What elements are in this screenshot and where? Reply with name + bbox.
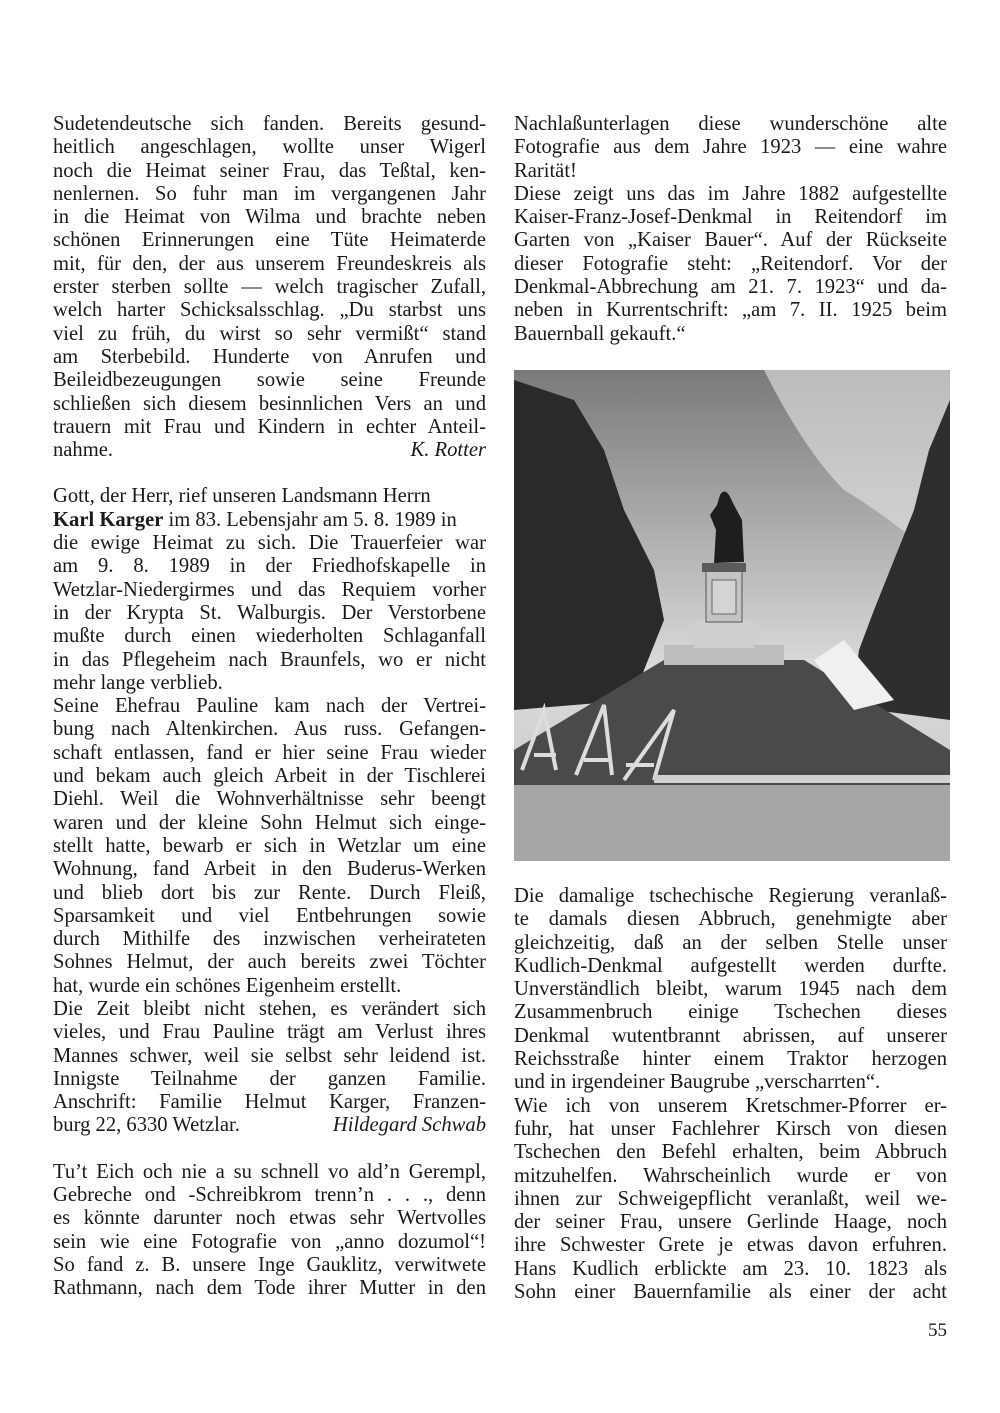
text-line: Hans Kudlich erblickte am 23. 10. 1823 als <box>514 1257 947 1280</box>
text-line: Seine Ehefrau Pauline kam nach der Vertrei- <box>53 695 486 718</box>
text-line: noch die Heimat seiner Frau, das Teßtal, ken- <box>53 159 486 182</box>
schwab-signature-line <box>53 1114 486 1137</box>
text-line: waren und der kleine Sohn Helmut sich einge- <box>53 811 486 834</box>
text-line: neben in Kurrentschrift: „am 7. II. 1925 beim <box>514 299 947 322</box>
text-line: welch harter Schicksalsschlag. „Du starbst uns <box>53 299 486 322</box>
text-line: es könnte darunter noch etwas sehr Wertvolles <box>53 1207 486 1230</box>
text-line: Mannes schwer, weil sie selbst sehr leidend ist. <box>53 1044 486 1067</box>
text-line: Gebreche ond -Schreibkrom trenn’n . . ., denn <box>53 1184 486 1207</box>
text-line: nenlernen. So fuhr man im vergangenen Jahr <box>53 182 486 205</box>
text-line: mehr lange verblieb. <box>53 671 223 694</box>
text-line: Fotografie aus dem Jahre 1923 — eine wahre <box>514 136 947 159</box>
foreground-ground <box>514 785 950 861</box>
text-line: ihre Schwester Grete je etwas davon erfuhren. <box>514 1234 947 1257</box>
text-line: sein wie eine Fotografie von „anno dozumol“! <box>53 1230 486 1253</box>
rotter-signature-line <box>53 439 486 462</box>
text-line: Diehl. Weil die Wohnverhältnisse sehr beengt <box>53 788 486 811</box>
text-line: und in irgendeiner Baugrube „verscharrten“. <box>514 1071 881 1094</box>
text-line: trauern mit Frau und Kindern in echter Anteil- <box>53 415 486 438</box>
text-line: So fand z. B. unsere Inge Gauklitz, verwitwete <box>53 1253 486 1276</box>
text-line: hat, wurde ein schönes Eigenheim erstellt. <box>53 974 402 997</box>
text-line: Innigste Teilnahme der ganzen Familie. <box>53 1067 486 1090</box>
text-line: Tschechen den Befehl erhalten, beim Abbruch <box>514 1141 947 1164</box>
text-line: mußte durch einen wiederholten Schlaganfall <box>53 625 486 648</box>
text-line: stellt hatte, bewarb er sich in Wetzlar um eine <box>53 834 486 857</box>
text-line: Reichsstraße hinter einem Traktor herzogen <box>514 1048 947 1071</box>
karger-obituary-text <box>53 532 486 695</box>
pedestal-plaque <box>712 580 736 614</box>
page-number: 55 <box>928 1320 947 1341</box>
left-column <box>53 113 486 1301</box>
text-line: gleichzeitig, daß an der selben Stelle unser <box>514 931 947 954</box>
karger-obituary-intro <box>53 485 486 532</box>
text-line: erster sterben sollte — welch tragischer Zufall, <box>53 276 486 299</box>
last-line: nahme. <box>53 439 114 462</box>
text-line: der seiner Frau, unsere Gerlinde Haage, noch <box>514 1211 947 1234</box>
text-line: Bauernball gekauft.“ <box>514 322 686 345</box>
text-line: vieles, und Frau Pauline trägt am Verlust ihres <box>53 1021 486 1044</box>
text-line: mitzuhelfen. Wahrscheinlich wurde er von <box>514 1164 947 1187</box>
lumber-planks <box>654 775 950 783</box>
text-line: schließen sich diesem besinnlichen Vers an und <box>53 392 486 415</box>
deceased-name: Karl Karger <box>53 508 164 531</box>
text-line: Kudlich-Denkmal aufgestellt werden durfte. <box>514 954 947 977</box>
pedestal-cornice <box>702 563 746 572</box>
text-line: viel zu früh, du wirst so sehr vermißt“ stand <box>53 322 486 345</box>
text-line: Wie ich von unserem Kretschmer-Pforrer er- <box>514 1094 947 1117</box>
text-line: in das Pflegeheim nach Braunfels, wo er nicht <box>53 648 486 671</box>
text-line: heitlich angeschlagen, wollte unser Wigerl <box>53 136 486 159</box>
photo-story-intro <box>53 1161 486 1301</box>
text-line: Sudetendeutsche sich fanden. Bereits gesund- <box>53 113 486 135</box>
text-line: dieser Fotografie steht: „Reitendorf. Vor der <box>514 252 947 275</box>
text-line: Wohnung, fand Arbeit in den Buderus-Werken <box>53 858 486 881</box>
text-line: Diese zeigt uns das im Jahre 1882 aufgestellte <box>514 182 947 205</box>
text-line: in die Heimat von Wilma und brachte neben <box>53 206 486 229</box>
text-line: am Sterbebild. Hunderte von Anrufen und <box>53 345 486 368</box>
photo-story-continued <box>514 113 947 183</box>
text-line: Unverständlich bleibt, warum 1945 nach dem <box>514 978 947 1001</box>
address-last-line: burg 22, 6330 Wetzlar. <box>53 1114 240 1137</box>
text-line: Rarität! <box>514 159 577 182</box>
text-line: die ewige Heimat zu sich. Die Trauerfeier war <box>53 532 486 555</box>
text-line: Denkmal-Abbrechung am 21. 7. 1923“ und da- <box>514 276 947 299</box>
text-line: Rathmann, nach dem Tode ihrer Mutter in den <box>53 1277 486 1300</box>
text-line: Tu’t Eich och nie a su schnell vo ald’n Gerempl, <box>53 1160 486 1183</box>
author-k-rotter: K. Rotter <box>410 439 486 462</box>
text-line: in der Krypta St. Walburgis. Der Verstorbene <box>53 601 486 624</box>
text-line: Die damalige tschechische Regierung veranlaß- <box>514 884 947 907</box>
monument-base <box>694 620 754 648</box>
author-hildegard-schwab: Hildegard Schwab <box>332 1114 486 1137</box>
text-line: Beileidbezeugungen sowie seine Freunde <box>53 369 486 392</box>
text-line: am 9. 8. 1989 in der Friedhofskapelle in <box>53 555 486 578</box>
line: Gott, der Herr, rief unseren Landsmann Herrn <box>53 485 431 508</box>
right-column <box>514 113 947 1304</box>
demolition-text <box>514 885 947 1095</box>
text-line: ihnen zur Schweigepflicht veranlaßt, weil we- <box>514 1187 947 1210</box>
photo-description <box>514 183 947 346</box>
kudlich-text <box>514 1095 947 1305</box>
text-line: und bekam auch gleich Arbeit in der Tischlerei <box>53 765 486 788</box>
karger-closing-text <box>53 998 486 1114</box>
text-line: mit, für den, der aus unserem Freundeskreis als <box>53 252 486 275</box>
text-line: Sparsamkeit und viel Entbehrungen sowie <box>53 904 486 927</box>
text-line: bung nach Altenkirchen. Aus russ. Gefangen- <box>53 718 486 741</box>
karger-family-text <box>53 695 486 998</box>
rotter-obituary-text <box>53 113 486 439</box>
text-line: te damals diesen Abbruch, genehmigte aber <box>514 908 947 931</box>
text-line: Die Zeit bleibt nicht stehen, es verändert sich <box>53 997 486 1020</box>
text-line: Kaiser-Franz-Josef-Denkmal in Reitendorf im <box>514 206 947 229</box>
text-line: Nachlaßunterlagen diese wunderschöne alte <box>514 113 947 135</box>
text-line: und blieb dort bis zur Rente. Durch Fleiß, <box>53 881 486 904</box>
text-line: Zusammenbruch einige Tschechen dieses <box>514 1001 947 1024</box>
text-line: schönen Erinnerungen eine Tüte Heimaterde <box>53 229 486 252</box>
text-line: Anschrift: Familie Helmut Karger, Franzen- <box>53 1091 486 1114</box>
line: Karl Karger im 83. Lebensjahr am 5. 8. 1989 in <box>53 508 457 531</box>
monument-photograph <box>514 370 950 861</box>
text-line: schaft entlassen, fand er hier seine Frau wieder <box>53 741 486 764</box>
text-line: fuhr, hat unser Fachlehrer Kirsch von diesen <box>514 1117 947 1140</box>
text-line: Garten von „Kaiser Bauer“. Auf der Rückseite <box>514 229 947 252</box>
text-line: Wetzlar-Niedergirmes und das Requiem vorher <box>53 578 486 601</box>
text-line: Sohn einer Bauernfamilie als einer der acht <box>514 1281 947 1304</box>
text-line: Denkmal wutentbrannt abrissen, auf unserer <box>514 1024 947 1047</box>
text-line: durch Mithilfe des inzwischen verheirateten <box>53 928 486 951</box>
text-line: Sohnes Helmut, der auch bereits zwei Töchter <box>53 951 486 974</box>
monument-photo-illustration <box>514 370 950 861</box>
